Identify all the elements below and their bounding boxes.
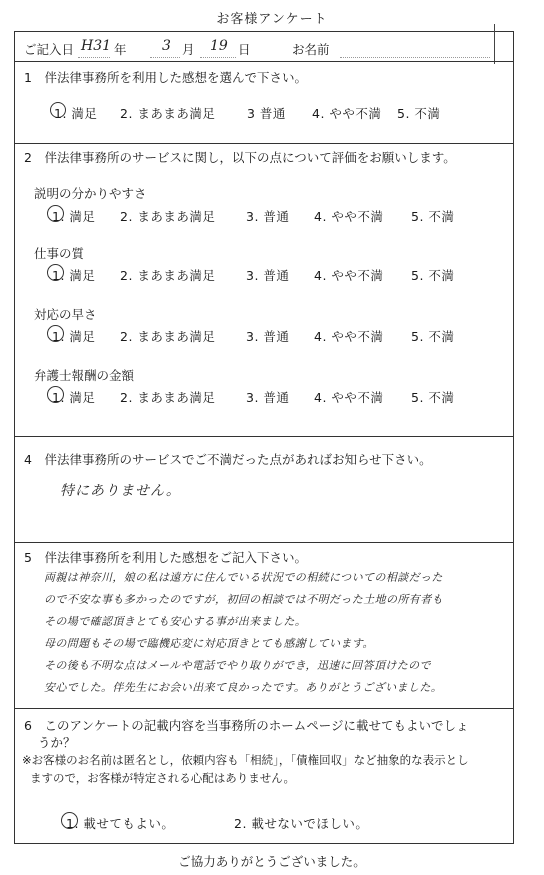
q2-item1-option-4[interactable]: 4. やや不満 <box>314 209 384 224</box>
q6-question-line1: 6 このアンケートの記載内容を当事務所のホームページに載せてもよいでしょ <box>24 718 469 733</box>
q5-answer-line[interactable]: その後も不明な点はメールや電話でやり取りができ，迅速に回答頂けたので <box>44 659 431 672</box>
q2-item2-option-5[interactable]: 5. 不満 <box>411 268 455 283</box>
divider-header <box>14 61 514 62</box>
q5-answer-line[interactable]: その場で確認頂きとても安心する事が出来ました。 <box>44 615 307 628</box>
q2-item2-option-2[interactable]: 2. まあまあ満足 <box>120 268 216 283</box>
q6-note-line2: ますので，お客様が特定される心配はありません。 <box>30 771 295 785</box>
date-label: ご記入日 <box>24 42 75 57</box>
day-underline <box>200 57 236 58</box>
q2-item-label: 弁護士報酬の金額 <box>34 368 135 383</box>
divider-q2 <box>14 436 514 437</box>
era-underline <box>78 57 110 58</box>
era-value[interactable]: H31 <box>81 38 112 54</box>
q2-item1-option-5[interactable]: 5. 不満 <box>411 209 455 224</box>
q2-item-label: 仕事の質 <box>34 246 85 261</box>
divider-q5 <box>14 708 514 709</box>
footer-thanks: ご協力ありがとうございました。 <box>178 854 366 869</box>
q6-option-1[interactable]: 1. 載せてもよい。 <box>66 816 175 831</box>
q2-item-label: 対応の早さ <box>34 307 97 322</box>
q1-option-2[interactable]: 2. まあまあ満足 <box>120 106 216 121</box>
divider-q4 <box>14 542 514 543</box>
q2-item4-option-5[interactable]: 5. 不満 <box>411 390 455 405</box>
q5-answer-line[interactable]: 安心でした。伴先生にお会い出来て良かったです。ありがとうございました。 <box>44 681 443 694</box>
q2-item2-option-1[interactable]: 1. 満足 <box>52 268 96 283</box>
q2-item3-option-2[interactable]: 2. まあまあ満足 <box>120 329 216 344</box>
name-label: お名前 <box>292 42 330 57</box>
divider-q1 <box>14 143 514 144</box>
survey-title: お客様アンケート <box>216 12 328 27</box>
q4-answer[interactable]: 特にありません。 <box>60 483 181 499</box>
q2-item2-option-3[interactable]: 3. 普通 <box>246 268 290 283</box>
q2-item2-option-4[interactable]: 4. やや不満 <box>314 268 384 283</box>
q5-answer-line[interactable]: 両親は神奈川，娘の私は遠方に住んでいる状況での相続についての相談だった <box>44 571 443 584</box>
q2-item4-option-2[interactable]: 2. まあまあ満足 <box>120 390 216 405</box>
q4-question: 4 伴法律事務所のサービスでご不満だった点があればお知らせ下さい。 <box>24 452 432 467</box>
day-value[interactable]: 19 <box>210 38 228 54</box>
q2-question: 2 伴法律事務所のサービスに関し，以下の点について評価をお願いします。 <box>24 150 456 165</box>
day-label: 日 <box>238 42 251 57</box>
q1-option-3[interactable]: 3 普通 <box>247 106 286 121</box>
year-label: 年 <box>114 42 127 57</box>
month-label: 月 <box>182 42 195 57</box>
q2-item1-option-2[interactable]: 2. まあまあ満足 <box>120 209 216 224</box>
month-underline <box>150 57 180 58</box>
q2-item3-option-4[interactable]: 4. やや不満 <box>314 329 384 344</box>
q2-item3-option-5[interactable]: 5. 不満 <box>411 329 455 344</box>
name-underline <box>340 57 490 58</box>
q2-item1-option-1[interactable]: 1. 満足 <box>52 209 96 224</box>
q2-item4-option-4[interactable]: 4. やや不満 <box>314 390 384 405</box>
q6-note-line1: ※お客様のお名前は匿名とし，依頼内容も「相続」，「債権回収」など抽象的な表示とし <box>22 753 469 767</box>
q2-item3-option-1[interactable]: 1. 満足 <box>52 329 96 344</box>
q6-question-line2: うか？ <box>38 735 76 750</box>
q5-answer-line[interactable]: ので不安な事も多かったのですが，初回の相談では不明だった土地の所有者も <box>44 593 443 606</box>
scan-stray-line <box>494 24 495 64</box>
q2-item3-option-3[interactable]: 3. 普通 <box>246 329 290 344</box>
q2-item4-option-1[interactable]: 1. 満足 <box>52 390 96 405</box>
month-value[interactable]: 3 <box>162 38 171 54</box>
q2-item1-option-3[interactable]: 3. 普通 <box>246 209 290 224</box>
q5-answer-line[interactable]: 母の問題もその場で臨機応変に対応頂きとても感謝しています。 <box>44 637 374 650</box>
q5-question: 5 伴法律事務所を利用した感想をご記入下さい。 <box>24 550 307 565</box>
q6-option-2[interactable]: 2. 載せないでほしい。 <box>234 816 369 831</box>
q1-option-5[interactable]: 5. 不満 <box>397 106 441 121</box>
q1-question: 1 伴法律事務所を利用した感想を選んで下さい。 <box>24 70 307 85</box>
q2-item-label: 説明の分かりやすさ <box>34 186 147 201</box>
q1-option-4[interactable]: 4. やや不満 <box>312 106 382 121</box>
q1-option-1[interactable]: 1. 満足 <box>54 106 98 121</box>
q2-item4-option-3[interactable]: 3. 普通 <box>246 390 290 405</box>
